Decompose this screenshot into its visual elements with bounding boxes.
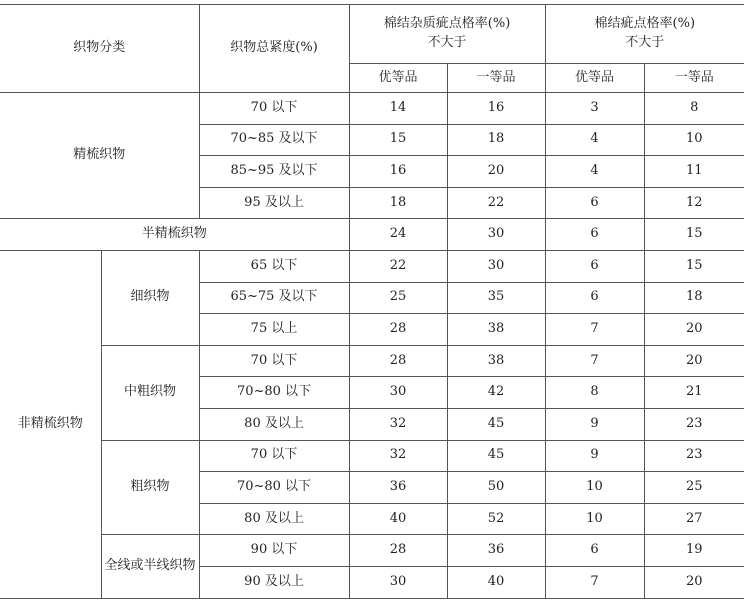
value-cell: 28 bbox=[349, 314, 447, 346]
value-cell: 32 bbox=[349, 408, 447, 440]
tightness-cell: 70 以下 bbox=[199, 93, 349, 125]
value-cell: 50 bbox=[447, 472, 545, 504]
value-cell: 23 bbox=[644, 408, 744, 440]
tightness-cell: 70~80 以下 bbox=[199, 377, 349, 409]
table-row bbox=[0, 535, 744, 567]
value-cell: 24 bbox=[349, 219, 447, 251]
value-cell: 40 bbox=[349, 503, 447, 535]
value-cell: 6 bbox=[545, 187, 644, 219]
table-row bbox=[0, 345, 744, 377]
value-cell: 20 bbox=[644, 566, 744, 598]
header-grade-first-2: 一等品 bbox=[644, 64, 744, 93]
value-cell: 23 bbox=[644, 440, 744, 472]
tightness-cell: 90 及以上 bbox=[199, 566, 349, 598]
value-cell: 10 bbox=[545, 503, 644, 535]
value-cell: 9 bbox=[545, 408, 644, 440]
table-row bbox=[0, 219, 744, 251]
tightness-cell: 95 及以上 bbox=[199, 187, 349, 219]
value-cell: 6 bbox=[545, 250, 644, 282]
value-cell: 21 bbox=[644, 377, 744, 409]
value-cell: 8 bbox=[545, 377, 644, 409]
value-cell: 36 bbox=[349, 472, 447, 504]
value-cell: 6 bbox=[545, 282, 644, 314]
value-cell: 30 bbox=[447, 250, 545, 282]
value-cell: 20 bbox=[644, 345, 744, 377]
value-cell: 25 bbox=[644, 472, 744, 504]
table-row bbox=[0, 93, 744, 125]
value-cell: 22 bbox=[349, 250, 447, 282]
tightness-cell: 90 以下 bbox=[199, 535, 349, 567]
value-cell: 45 bbox=[447, 408, 545, 440]
value-cell: 9 bbox=[545, 440, 644, 472]
tightness-cell: 70~85 及以下 bbox=[199, 124, 349, 156]
value-cell: 15 bbox=[349, 124, 447, 156]
header-grade-first-1: 一等品 bbox=[447, 64, 545, 93]
value-cell: 15 bbox=[644, 219, 744, 251]
value-cell: 18 bbox=[447, 124, 545, 156]
value-cell: 7 bbox=[545, 345, 644, 377]
value-cell: 10 bbox=[644, 124, 744, 156]
subgroup-fine: 细织物 bbox=[101, 250, 199, 345]
value-cell: 7 bbox=[545, 314, 644, 346]
tightness-cell: 80 及以上 bbox=[199, 408, 349, 440]
header-group1-sub: 不大于 bbox=[427, 35, 467, 50]
value-cell: 45 bbox=[447, 440, 545, 472]
fabric-defect-table bbox=[0, 4, 744, 599]
value-cell: 40 bbox=[447, 566, 545, 598]
tightness-cell: 70 以下 bbox=[199, 440, 349, 472]
value-cell: 30 bbox=[447, 219, 545, 251]
value-cell: 20 bbox=[644, 314, 744, 346]
subgroup-full-half-thread: 全线或半线织物 bbox=[101, 535, 199, 598]
value-cell: 18 bbox=[644, 282, 744, 314]
value-cell: 16 bbox=[349, 156, 447, 188]
header-group1-title: 棉结杂质疵点格率(%) bbox=[383, 16, 511, 32]
value-cell: 36 bbox=[447, 535, 545, 567]
header-grade-superior-2: 优等品 bbox=[545, 64, 644, 93]
header-tightness: 织物总紧度(%) bbox=[199, 5, 349, 93]
value-cell: 6 bbox=[545, 535, 644, 567]
value-cell: 20 bbox=[447, 156, 545, 188]
value-cell: 35 bbox=[447, 282, 545, 314]
value-cell: 30 bbox=[349, 566, 447, 598]
value-cell: 38 bbox=[447, 314, 545, 346]
value-cell: 19 bbox=[644, 535, 744, 567]
value-cell: 18 bbox=[349, 187, 447, 219]
value-cell: 16 bbox=[447, 93, 545, 125]
header-group2-sub: 不大于 bbox=[625, 35, 665, 50]
value-cell: 7 bbox=[545, 566, 644, 598]
value-cell: 11 bbox=[644, 156, 744, 188]
header-group-neps bbox=[545, 5, 744, 64]
subgroup-medium: 中粗织物 bbox=[101, 345, 199, 440]
tightness-cell: 80 及以上 bbox=[199, 503, 349, 535]
header-group2-title: 棉结疵点格率(%) bbox=[594, 16, 696, 32]
tightness-cell: 65 以下 bbox=[199, 250, 349, 282]
value-cell: 25 bbox=[349, 282, 447, 314]
tightness-cell: 65~75 及以下 bbox=[199, 282, 349, 314]
value-cell: 52 bbox=[447, 503, 545, 535]
value-cell: 12 bbox=[644, 187, 744, 219]
table-row bbox=[0, 250, 744, 282]
value-cell: 38 bbox=[447, 345, 545, 377]
group-non-combed: 非精梳织物 bbox=[0, 250, 101, 598]
value-cell: 22 bbox=[447, 187, 545, 219]
group-combed: 精梳织物 bbox=[0, 93, 199, 219]
value-cell: 28 bbox=[349, 345, 447, 377]
value-cell: 8 bbox=[644, 93, 744, 125]
header-category: 织物分类 bbox=[0, 5, 199, 93]
subgroup-coarse: 粗织物 bbox=[101, 440, 199, 535]
value-cell: 30 bbox=[349, 377, 447, 409]
value-cell: 15 bbox=[644, 250, 744, 282]
tightness-cell: 85~95 及以下 bbox=[199, 156, 349, 188]
tightness-cell: 70~80 以下 bbox=[199, 472, 349, 504]
tightness-cell: 70 以下 bbox=[199, 345, 349, 377]
group-semi-combed: 半精梳织物 bbox=[0, 219, 349, 251]
header-group-neps-impurities bbox=[349, 5, 545, 64]
value-cell: 4 bbox=[545, 156, 644, 188]
value-cell: 3 bbox=[545, 93, 644, 125]
value-cell: 6 bbox=[545, 219, 644, 251]
value-cell: 27 bbox=[644, 503, 744, 535]
tightness-cell: 75 以上 bbox=[199, 314, 349, 346]
header-grade-superior-1: 优等品 bbox=[349, 64, 447, 93]
value-cell: 4 bbox=[545, 124, 644, 156]
value-cell: 42 bbox=[447, 377, 545, 409]
value-cell: 10 bbox=[545, 472, 644, 504]
value-cell: 32 bbox=[349, 440, 447, 472]
value-cell: 14 bbox=[349, 93, 447, 125]
value-cell: 28 bbox=[349, 535, 447, 567]
table-row bbox=[0, 440, 744, 472]
